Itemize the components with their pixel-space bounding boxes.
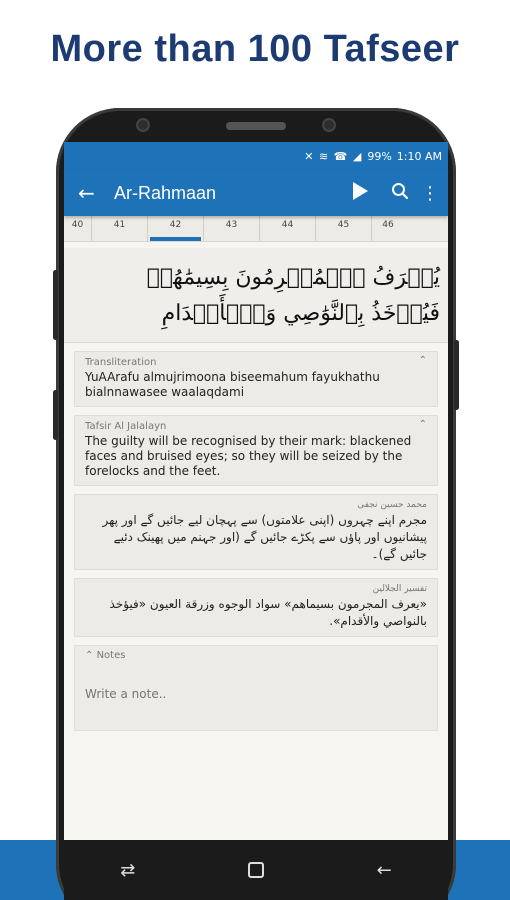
camera-icon — [322, 118, 336, 132]
phone-screen — [64, 142, 448, 840]
verse-tab[interactable]: 46 — [382, 220, 394, 230]
arabic-tafsir-text: «يعرف المجرمون بسيماهم» سواد الوجوه وزرقة العيون «فيؤخذ بالنواصي والأقدام». — [109, 597, 427, 628]
verse-tab-active[interactable]: 42 — [148, 215, 204, 241]
urdu-tafsir-label: محمد حسین نجفی — [357, 500, 427, 510]
verse-tab-strip — [64, 216, 448, 242]
verse-tab[interactable]: 40 — [64, 215, 92, 241]
play-icon — [353, 182, 368, 200]
back-arrow-icon[interactable]: ← — [78, 181, 95, 205]
notes-header — [85, 650, 427, 661]
verse-tab[interactable]: 45 — [316, 215, 372, 241]
volume-button — [53, 270, 58, 340]
verse-content — [64, 242, 448, 731]
tafsir-jalalayn-text: The guilty will be recognised by their mark: blackened faces and bruised eyes; so they will be seized by the forelocks and the feet. — [85, 434, 412, 478]
transliteration-text: YuAArafu almujrimoona biseemahum fayukhathu bialnnawasee waalaqdami — [85, 370, 380, 399]
promo-headline: More than 100 Tafseer — [50, 28, 460, 70]
surah-title: Ar-Rahmaan — [114, 182, 217, 203]
chevron-up-icon[interactable]: ⌃ — [85, 650, 94, 661]
recents-icon[interactable]: ⇄ — [120, 859, 136, 881]
bixby-button — [53, 390, 58, 440]
power-button — [454, 340, 459, 410]
home-icon[interactable] — [248, 862, 264, 878]
notes-label: Notes — [96, 650, 126, 661]
battery-level: 99% — [367, 149, 392, 163]
status-time: 1:10 AM — [396, 149, 442, 163]
system-nav-bar — [64, 840, 448, 900]
status-bar — [64, 142, 448, 170]
tafsir-jalalayn-card — [74, 415, 438, 486]
chevron-up-icon[interactable]: ⌃ — [418, 355, 427, 366]
chevron-up-icon[interactable]: ⌃ — [418, 419, 427, 430]
app-bar — [64, 170, 448, 216]
urdu-tafsir-text: مجرم اپنے چہروں (اپنی علامتوں) سے پہچان لیے جائیں گے اور پھر پیشانیوں اور پاؤں سے پکڑے جائیں گے (اور جہنم میں پھینک دئیے جائیں گے)۔ — [102, 513, 427, 561]
urdu-tafsir-card — [74, 494, 438, 570]
notes-input[interactable] — [81, 674, 431, 714]
back-icon[interactable]: ← — [376, 859, 392, 881]
search-icon[interactable] — [380, 182, 420, 205]
arabic-tafsir-label: تفسير الجلالين — [372, 584, 427, 594]
verse-tab[interactable]: 44 — [260, 215, 316, 241]
transliteration-card — [74, 351, 438, 407]
notes-card — [74, 645, 438, 731]
more-options-icon[interactable]: ⋮ — [421, 182, 439, 204]
verse-tab[interactable]: 41 — [92, 215, 148, 241]
speaker-grille — [226, 122, 286, 130]
play-button[interactable] — [340, 182, 380, 205]
arabic-verse: يُعۡرَفُ ٱلۡمُجۡرِمُونَ بِسِيمَٰهُمۡ فَيُؤۡخَذُ بِٱلنَّوَٰصِي وَٱلۡأَقۡدَامِ — [64, 248, 448, 343]
status-icons: ✕ ≋ ☎ ◢ — [304, 149, 363, 163]
arabic-tafsir-card — [74, 578, 438, 637]
tafsir-jalalayn-label: Tafsir Al Jalalayn — [85, 421, 167, 432]
verse-tab[interactable]: 43 — [204, 215, 260, 241]
transliteration-label: Transliteration — [85, 357, 157, 368]
sensor-icon — [136, 118, 150, 132]
